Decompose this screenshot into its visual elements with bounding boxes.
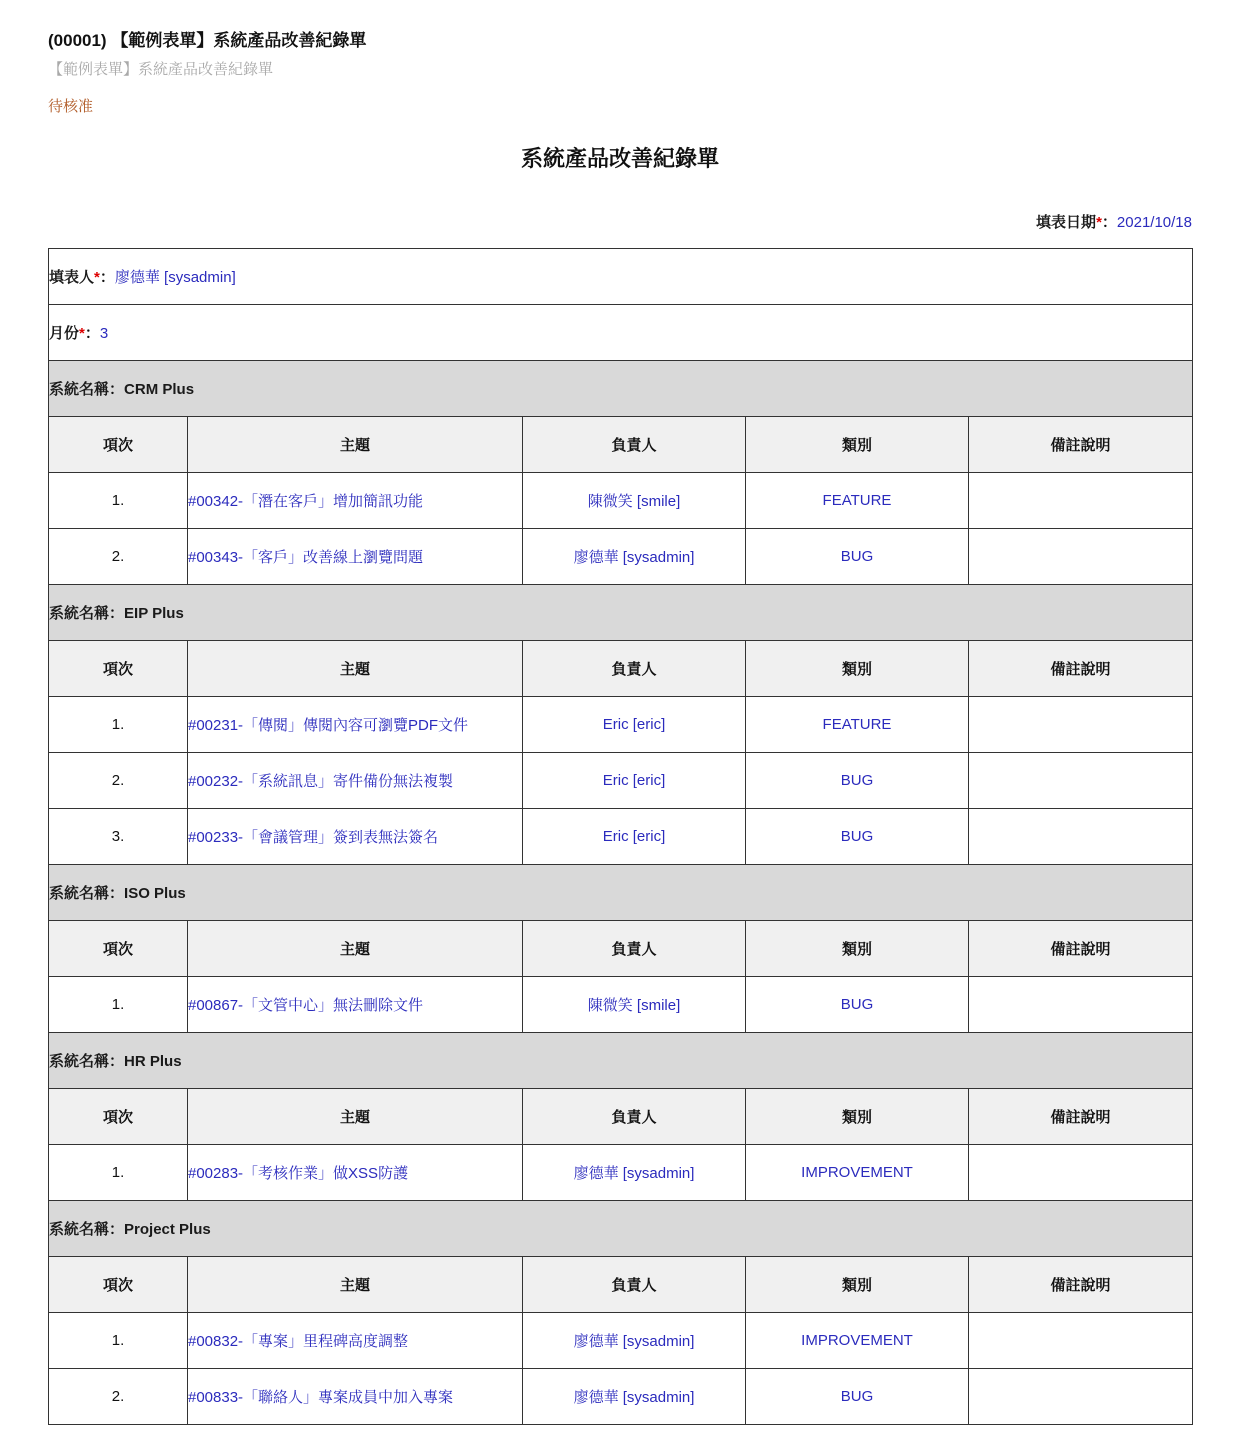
column-header-row <box>49 1089 1193 1145</box>
table-row <box>49 697 1193 753</box>
category-cell: BUG <box>746 809 969 865</box>
owner-cell: 陳微笑 [smile] <box>523 977 746 1033</box>
column-header-note: 備註說明 <box>969 641 1193 697</box>
category-cell: BUG <box>746 529 969 585</box>
note-cell <box>969 753 1193 809</box>
section-label: 系統名稱 <box>49 885 110 902</box>
label-separator: ： <box>84 325 100 342</box>
category-cell: BUG <box>746 977 969 1033</box>
column-header-row <box>49 921 1193 977</box>
section-label: 系統名稱 <box>49 1053 110 1070</box>
improvement-record-table <box>48 248 1193 1425</box>
system-name: EIP Plus <box>124 605 184 622</box>
required-asterisk: * <box>79 325 85 342</box>
column-header-topic: 主題 <box>188 921 523 977</box>
section-header-cell <box>49 1033 1193 1089</box>
owner-cell: 陳微笑 [smile] <box>523 473 746 529</box>
field-cell <box>49 305 1193 361</box>
required-asterisk: * <box>94 269 100 286</box>
form-header-title: (00001) 【範例表單】系統產品改善紀錄單 <box>48 31 367 50</box>
note-cell <box>969 1369 1193 1425</box>
section-header-row <box>49 585 1193 641</box>
column-header-row <box>49 1257 1193 1313</box>
table-row <box>49 1313 1193 1369</box>
fill-date-label: 填表日期 <box>1036 214 1097 231</box>
column-header-topic: 主題 <box>188 1089 523 1145</box>
note-cell <box>969 697 1193 753</box>
label-separator: ： <box>1101 214 1117 231</box>
field-value: 廖德華 [sysadmin] <box>114 269 236 286</box>
note-cell <box>969 977 1193 1033</box>
column-header-note: 備註說明 <box>969 921 1193 977</box>
label-separator: ： <box>109 1221 125 1238</box>
field-cell <box>49 249 1193 305</box>
column-header-owner: 負責人 <box>523 1089 746 1145</box>
column-header-owner: 負責人 <box>523 417 746 473</box>
topic-cell: #00342-「潛在客戶」增加簡訊功能 <box>188 473 523 529</box>
column-header-row <box>49 417 1193 473</box>
required-asterisk: * <box>1096 214 1102 231</box>
section-label: 系統名稱 <box>49 381 110 398</box>
system-name: ISO Plus <box>124 885 186 902</box>
column-header-note: 備註說明 <box>969 1089 1193 1145</box>
item-no-cell: 1. <box>49 1313 188 1369</box>
owner-cell: 廖德華 [sysadmin] <box>523 1145 746 1201</box>
column-header-owner: 負責人 <box>523 641 746 697</box>
column-header-item-no: 項次 <box>49 417 188 473</box>
section-header-cell <box>49 361 1193 417</box>
owner-cell: Eric [eric] <box>523 753 746 809</box>
category-cell: BUG <box>746 1369 969 1425</box>
note-cell <box>969 473 1193 529</box>
note-cell <box>969 529 1193 585</box>
column-header-category: 類別 <box>746 1257 969 1313</box>
section-header-cell <box>49 1201 1193 1257</box>
topic-cell: #00833-「聯絡人」專案成員中加入專案 <box>188 1369 523 1425</box>
field-row <box>49 305 1193 361</box>
column-header-category: 類別 <box>746 417 969 473</box>
fill-date-field <box>48 211 1192 232</box>
field-label: 填表人 <box>49 269 95 286</box>
column-header-item-no: 項次 <box>49 1089 188 1145</box>
form-header-subtitle: 【範例表單】系統產品改善紀錄單 <box>48 61 274 78</box>
section-header-row <box>49 1201 1193 1257</box>
category-cell: BUG <box>746 753 969 809</box>
system-name: HR Plus <box>124 1053 182 1070</box>
owner-cell: Eric [eric] <box>523 809 746 865</box>
topic-cell: #00232-「系統訊息」寄件備份無法複製 <box>188 753 523 809</box>
system-name: CRM Plus <box>124 381 195 398</box>
table-row <box>49 977 1193 1033</box>
table-row <box>49 809 1193 865</box>
owner-cell: Eric [eric] <box>523 697 746 753</box>
system-name: Project Plus <box>124 1221 211 1238</box>
category-cell: FEATURE <box>746 473 969 529</box>
column-header-topic: 主題 <box>188 417 523 473</box>
note-cell <box>969 1313 1193 1369</box>
column-header-topic: 主題 <box>188 1257 523 1313</box>
status-badge: 待核准 <box>48 98 94 115</box>
owner-cell: 廖德華 [sysadmin] <box>523 1369 746 1425</box>
item-no-cell: 1. <box>49 473 188 529</box>
item-no-cell: 1. <box>49 977 188 1033</box>
label-separator: ： <box>109 885 125 902</box>
table-row <box>49 473 1193 529</box>
topic-cell: #00343-「客戶」改善線上瀏覽問題 <box>188 529 523 585</box>
column-header-item-no: 項次 <box>49 641 188 697</box>
field-label: 月份 <box>49 325 80 342</box>
label-separator: ： <box>109 381 125 398</box>
item-no-cell: 1. <box>49 1145 188 1201</box>
column-header-topic: 主題 <box>188 641 523 697</box>
category-cell: IMPROVEMENT <box>746 1313 969 1369</box>
table-row <box>49 1145 1193 1201</box>
owner-cell: 廖德華 [sysadmin] <box>523 529 746 585</box>
topic-cell: #00233-「會議管理」簽到表無法簽名 <box>188 809 523 865</box>
field-value: 3 <box>99 325 109 342</box>
column-header-category: 類別 <box>746 641 969 697</box>
topic-cell: #00231-「傳閱」傳閱內容可瀏覽PDF文件 <box>188 697 523 753</box>
form-title: 系統產品改善紀錄單 <box>520 146 719 171</box>
category-cell: IMPROVEMENT <box>746 1145 969 1201</box>
column-header-row <box>49 641 1193 697</box>
label-separator: ： <box>99 269 115 286</box>
column-header-category: 類別 <box>746 1089 969 1145</box>
section-header-row <box>49 1033 1193 1089</box>
section-header-cell <box>49 585 1193 641</box>
column-header-item-no: 項次 <box>49 1257 188 1313</box>
section-header-cell <box>49 865 1193 921</box>
note-cell <box>969 1145 1193 1201</box>
topic-cell: #00867-「文管中心」無法刪除文件 <box>188 977 523 1033</box>
topic-cell: #00283-「考核作業」做XSS防護 <box>188 1145 523 1201</box>
label-separator: ： <box>109 605 125 622</box>
column-header-category: 類別 <box>746 921 969 977</box>
label-separator: ： <box>109 1053 125 1070</box>
table-row <box>49 753 1193 809</box>
item-no-cell: 2. <box>49 1369 188 1425</box>
column-header-owner: 負責人 <box>523 1257 746 1313</box>
section-label: 系統名稱 <box>49 1221 110 1238</box>
item-no-cell: 2. <box>49 753 188 809</box>
column-header-owner: 負責人 <box>523 921 746 977</box>
section-header-row <box>49 361 1193 417</box>
section-header-row <box>49 865 1193 921</box>
table-row <box>49 529 1193 585</box>
item-no-cell: 2. <box>49 529 188 585</box>
field-row <box>49 249 1193 305</box>
section-label: 系統名稱 <box>49 605 110 622</box>
category-cell: FEATURE <box>746 697 969 753</box>
topic-cell: #00832-「專案」里程碑高度調整 <box>188 1313 523 1369</box>
column-header-note: 備註說明 <box>969 1257 1193 1313</box>
column-header-note: 備註說明 <box>969 417 1193 473</box>
owner-cell: 廖德華 [sysadmin] <box>523 1313 746 1369</box>
fill-date-value: 2021/10/18 <box>1116 214 1192 231</box>
table-row <box>49 1369 1193 1425</box>
note-cell <box>969 809 1193 865</box>
item-no-cell: 1. <box>49 697 188 753</box>
item-no-cell: 3. <box>49 809 188 865</box>
column-header-item-no: 項次 <box>49 921 188 977</box>
